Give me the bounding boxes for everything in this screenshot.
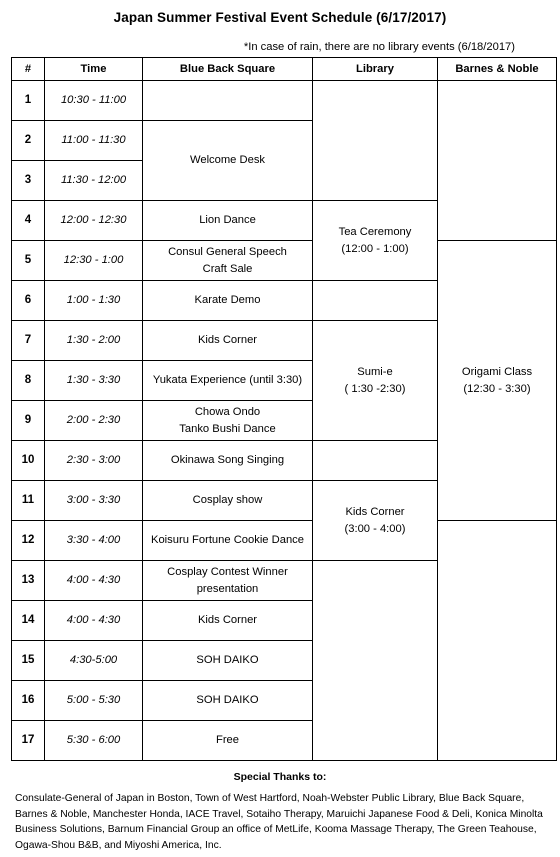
row-time: 2:30 - 3:00	[45, 441, 143, 481]
row-number: 10	[12, 441, 45, 481]
bbs-cell: Karate Demo	[143, 281, 313, 321]
yukata-label: Yukata Experience	[152, 374, 247, 386]
row-time: 1:00 - 1:30	[45, 281, 143, 321]
origami-time: (12:30 - 3:30)	[463, 382, 531, 395]
bbs-cell: SOH DAIKO	[143, 681, 313, 721]
row-time: 4:30-5:00	[45, 641, 143, 681]
bn-empty-cell	[438, 81, 557, 241]
row-number: 5	[12, 241, 45, 281]
header-blue-back-square: Blue Back Square	[143, 58, 313, 81]
row-time: 11:30 - 12:00	[45, 161, 143, 201]
library-empty-cell	[313, 561, 438, 761]
bbs-cell: SOH DAIKO	[143, 641, 313, 681]
row-time: 10:30 - 11:00	[45, 81, 143, 121]
header-row	[12, 58, 557, 81]
craft-sale-label: Craft Sale	[202, 262, 253, 275]
schedule-table	[11, 57, 557, 761]
rain-note: *In case of rain, there are no library events (6/18/2017)	[243, 41, 515, 53]
bbs-cell	[143, 361, 313, 401]
row-number: 4	[12, 201, 45, 241]
row-time: 2:00 - 2:30	[45, 401, 143, 441]
row-number: 15	[12, 641, 45, 681]
row-number: 2	[12, 121, 45, 161]
row-time: 4:00 - 4:30	[45, 561, 143, 601]
row-time: 12:30 - 1:00	[45, 241, 143, 281]
bbs-cell: Welcome Desk	[143, 121, 313, 201]
row-time: 4:00 - 4:30	[45, 601, 143, 641]
bbs-cell: Free	[143, 721, 313, 761]
origami-label: Origami Class	[461, 365, 533, 378]
row-number: 16	[12, 681, 45, 721]
row-time: 5:30 - 6:00	[45, 721, 143, 761]
row-number: 6	[12, 281, 45, 321]
library-empty-cell	[313, 441, 438, 481]
header-number: #	[12, 58, 45, 81]
yukata-until: (until 3:30)	[249, 374, 303, 386]
bbs-cell: Lion Dance	[143, 201, 313, 241]
library-kids-corner-time: (3:00 - 4:00)	[344, 522, 406, 535]
row-time: 12:00 - 12:30	[45, 201, 143, 241]
bn-cell-origami	[438, 241, 557, 521]
library-cell-sumi-e	[313, 321, 438, 441]
table-row	[12, 81, 557, 121]
bbs-cell: Cosplay Contest Winner presentation	[143, 561, 313, 601]
row-number: 12	[12, 521, 45, 561]
consul-speech-label: Consul General Speech	[168, 245, 287, 258]
header-library: Library	[313, 58, 438, 81]
row-number: 3	[12, 161, 45, 201]
thanks-body: Consulate-General of Japan in Boston, Town of West Hartford, Noah-Webster Public Library, Blue Back Square, Barnes & Noble, Manchester Honda, IACE Travel, Sotaiho Therapy, Maruichi Japanese Food & Deli, Konica Minolta Business Solutions, Barnum Financial Group an office of MetLife, Kooma Massage Therapy, The Green Teahouse, Ogawa-Shou B&B, and Miyoshi America, Inc.	[15, 793, 543, 851]
row-number: 1	[12, 81, 45, 121]
bn-empty-cell	[438, 521, 557, 761]
row-time: 5:00 - 5:30	[45, 681, 143, 721]
row-number: 17	[12, 721, 45, 761]
header-barnes-noble: Barnes & Noble	[438, 58, 557, 81]
row-number: 13	[12, 561, 45, 601]
tanko-bushi-label: Tanko Bushi Dance	[179, 422, 276, 435]
row-time: 3:30 - 4:00	[45, 521, 143, 561]
bbs-cell	[143, 81, 313, 121]
row-number: 7	[12, 321, 45, 361]
row-time: 11:00 - 11:30	[45, 121, 143, 161]
table-row	[12, 521, 557, 561]
library-empty-cell	[313, 281, 438, 321]
bbs-cell	[143, 241, 313, 281]
row-number: 14	[12, 601, 45, 641]
library-cell-tea-ceremony	[313, 201, 438, 281]
row-number: 11	[12, 481, 45, 521]
bbs-cell: Cosplay show	[143, 481, 313, 521]
bbs-cell: Okinawa Song Singing	[143, 441, 313, 481]
row-number: 9	[12, 401, 45, 441]
header-time: Time	[45, 58, 143, 81]
bbs-cell: Koisuru Fortune Cookie Dance	[143, 521, 313, 561]
row-time: 3:00 - 3:30	[45, 481, 143, 521]
tea-ceremony-label: Tea Ceremony	[338, 225, 412, 238]
bbs-cell	[143, 401, 313, 441]
sumi-e-label: Sumi-e	[357, 365, 393, 378]
library-cell-kids-corner	[313, 481, 438, 561]
row-time: 1:30 - 3:30	[45, 361, 143, 401]
tea-ceremony-time: (12:00 - 1:00)	[341, 242, 409, 255]
row-number: 8	[12, 361, 45, 401]
library-kids-corner-label: Kids Corner	[345, 505, 405, 518]
thanks-heading: Special Thanks to:	[233, 771, 327, 783]
library-empty-cell	[313, 81, 438, 201]
bbs-cell: Kids Corner	[143, 601, 313, 641]
row-time: 1:30 - 2:00	[45, 321, 143, 361]
chowa-ondo-label: Chowa Ondo	[194, 405, 261, 418]
sumi-e-time: ( 1:30 -2:30)	[344, 382, 406, 395]
table-row	[12, 241, 557, 281]
page-title: Japan Summer Festival Event Schedule (6/17/2017)	[113, 10, 447, 25]
bbs-cell: Kids Corner	[143, 321, 313, 361]
